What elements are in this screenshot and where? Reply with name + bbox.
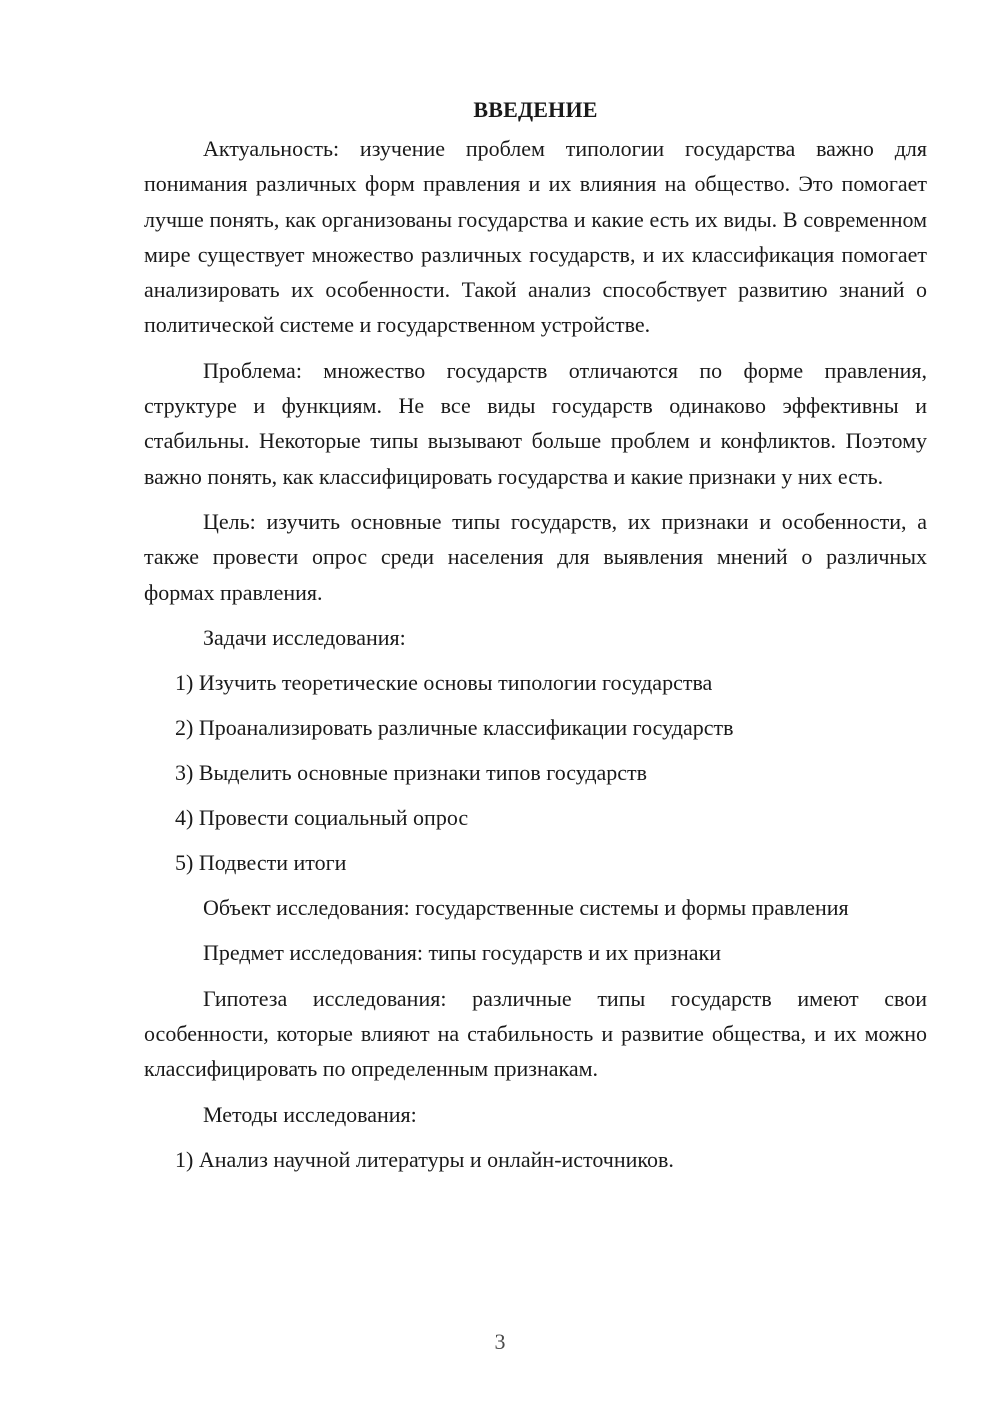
task-item-4: 4) Провести социальный опрос: [175, 805, 469, 831]
page-number: 3: [494, 1329, 506, 1354]
methods-list: [144, 1142, 927, 1177]
method-item-1: 1) Анализ научной литературы и онлайн-источников.: [175, 1146, 674, 1172]
problem-paragraph: Проблема: множество государств отличаются по форме правления, структуре и функциям. Не все виды государств одинаково эффективны и стабильны. Некоторые типы вызывают больше проблем и конфликтов. Поэтому важно понять, как классифицировать государства и какие признаки у них есть.: [144, 357, 927, 489]
goal-paragraph: Цель: изучить основные типы государств, их признаки и особенности, а также провести опрос среди населения для выявления мнений о различных формах правления.: [144, 508, 927, 605]
tasks-list: [144, 665, 927, 880]
tasks-heading: Задачи исследования:: [203, 624, 406, 650]
document-body: [144, 92, 927, 1187]
relevance-paragraph: Актуальность: изучение проблем типологии государства важно для понимания различных форм правления и их влияния на общество. Это помогает лучше понять, как организованы государства и какие есть их виды. В современном мире существует множество различных государств, и их классификация помогает анализировать их особенности. Такой анализ способствует развитию знаний о политической системе и государственном устройстве.: [144, 136, 927, 338]
hypothesis-paragraph: Гипотеза исследования: различные типы государств имеют свои особенности, которые влияют на стабильность и развитие общества, и их можно классифицировать по определенным признакам.: [144, 985, 927, 1082]
methods-heading: Методы исследования:: [203, 1101, 417, 1127]
section-title: ВВЕДЕНИЕ: [473, 97, 598, 122]
task-item-5: 5) Подвести итоги: [175, 850, 347, 876]
object-paragraph: Объект исследования: государственные системы и формы правления: [203, 895, 849, 921]
subject-paragraph: Предмет исследования: типы государств и их признаки: [203, 940, 722, 966]
task-item-1: 1) Изучить теоретические основы типологии государства: [175, 670, 713, 696]
task-item-2: 2) Проанализировать различные классификации государств: [175, 715, 734, 741]
task-item-3: 3) Выделить основные признаки типов государств: [175, 760, 648, 786]
